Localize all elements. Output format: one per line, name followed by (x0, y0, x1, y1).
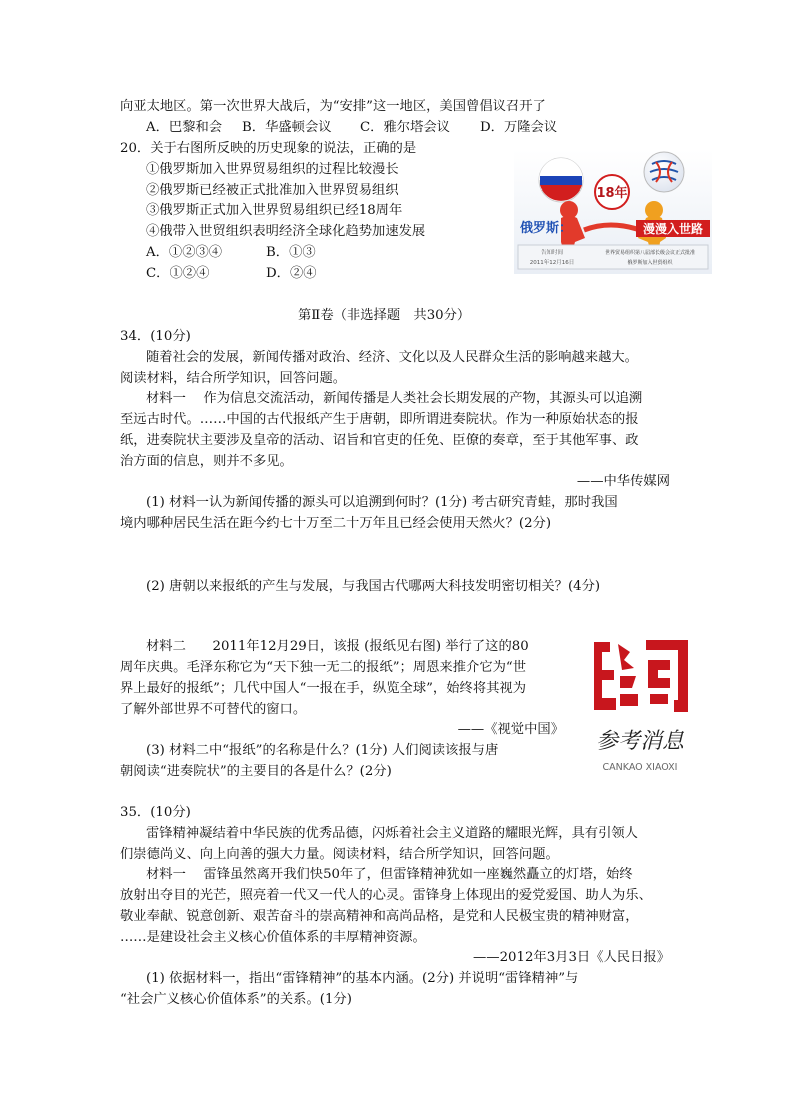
q34-sub1-line1: (1) 材料一认为新闻传播的源头可以追溯到何时？(1分) 考古研究青蛙，那时我国 (146, 495, 618, 510)
q35-material1-source: ——2012年3月3日《人民日报》 (472, 950, 670, 965)
q34-sub3-line1: (3) 材料二中“报纸”的名称是什么？(1分) 人们阅读该报与唐 (146, 743, 499, 758)
q20-item-2: ②俄罗斯已经被正式批准加入世界贸易组织 (146, 183, 399, 198)
title-left: 俄罗斯： (520, 221, 573, 236)
q34-sub2: (2) 唐朝以来报纸的产生与发展，与我国古代哪两大科技发明密切相关？(4分) (146, 579, 601, 594)
q34-material2-line3: 界上最好的报纸”；几代中国人“一报在手，纵览全球”，始终将其视为 (120, 681, 527, 696)
q35-intro-1: 雷锋精神凝结着中华民族的优秀品德，闪烁着社会主义道路的耀眼光辉，具有引领人 (146, 826, 638, 841)
q34-intro-2: 阅读材料，结合所学知识，回答问题。 (120, 371, 347, 386)
q20-options-row2 (146, 264, 317, 284)
q35-material1-line2: 放射出夺目的光芒，照亮着一代又一代人的心灵。雷锋身上体现出的爱党爱国、助人为乐、 (120, 888, 652, 903)
q19-options (146, 118, 557, 138)
q19-stem-tail: 向亚太地区。第一次世界大战后，为“安排”这一地区，美国曾倡议召开了 (120, 99, 546, 114)
q35-material1-line4: ……是建设社会主义核心价值体系的丰厚精神资源。 (120, 930, 426, 945)
q19-option-b: B．华盛顿会议 (242, 120, 332, 135)
q34-material2-line4: 了解外部世界不可替代的窗口。 (120, 702, 307, 717)
q35-sub1-line1: (1) 依据材料一，指出“雷锋精神”的基本内涵。(2分) 并说明“雷锋精神”与 (146, 971, 579, 986)
q19-option-a: A．巴黎和会 (146, 120, 223, 135)
q34-material1-line2: 至远古时代。……中国的古代报纸产生于唐朝，即所谓进奏院状。作为一种原始状态的报 (120, 412, 639, 427)
q34-head: 34．(10分) (120, 329, 191, 344)
q34-material2-line1: 材料二 2011年12月29日，该报 (报纸见右图) 举行了这的80 (146, 639, 529, 654)
q20-item-3: ③俄罗斯正式加入世界贸易组织已经18周年 (146, 203, 403, 218)
section-2-title: 第Ⅱ卷（非选择题 共30分） (298, 308, 471, 323)
q20-option-c: C．①②④ (146, 266, 210, 281)
caption-text-2: 俄罗斯加入世贸组织 (627, 260, 673, 266)
q35-head: 35．(10分) (120, 805, 191, 820)
cankao-xiaoxi-graphic (580, 630, 704, 778)
caption-text-1: 世界贸易组织第八届部长级会议正式批准 (604, 250, 696, 256)
q20-item-1: ①俄罗斯加入世界贸易组织的过程比较漫长 (146, 162, 399, 177)
q34-material1-source: ——中华传媒网 (576, 474, 670, 489)
russia-wto-illustration (514, 150, 712, 274)
q19-option-c: C．雅尔塔会议 (360, 120, 450, 135)
q35-material1-line1: 材料一 雷锋虽然离开我们快50年了，但雷锋精神犹如一座巍然矗立的灯塔，始终 (146, 867, 633, 882)
q34-material2-source: ——《视觉中国》 (457, 722, 564, 737)
q35-intro-2: 们崇德尚义、向上向善的强大力量。阅读材料，结合所学知识，回答问题。 (120, 847, 559, 862)
logo-chinese-text: 参考消息 (595, 729, 685, 754)
q20-option-a: A．①②③④ (146, 245, 223, 260)
title-right: 漫漫入世路 (642, 222, 704, 236)
cankao-xiaoxi-logo (580, 630, 704, 778)
q34-material1-line3: 纸，进奏院状主要涉及皇帝的活动、诏旨和官吏的任免、臣僚的奏章，至于其他军事、政 (120, 433, 639, 448)
q20-options-row1 (146, 243, 316, 263)
q34-material1-line1: 材料一 作为信息交流活动，新闻传播是人类社会长期发展的产物，其源头可以追溯 (146, 391, 643, 406)
caption-date: 2011年12月16日 (529, 260, 575, 266)
q34-material2-line2: 周年庆典。毛泽东称它为“天下独一无二的报纸”；周恩来推介它为“世 (120, 660, 527, 675)
q19-option-d: D．万隆会议 (480, 120, 558, 135)
caption-date-label: 告知时间 (540, 250, 564, 256)
q20-item-4: ④俄带入世贸组织表明经济全球化趋势加速发展 (146, 224, 426, 239)
q34-intro-1: 随着社会的发展，新闻传播对政治、经济、文化以及人民群众生活的影响越来越大。 (146, 350, 638, 365)
q34-material1-line4: 治方面的信息，则并不多见。 (120, 454, 293, 469)
q20-option-b: B．①③ (266, 245, 316, 260)
q20-option-d: D．②④ (266, 266, 317, 281)
q34-sub3-line2: 朝阅读“进奏院状”的主要目的各是什么？(2分) (120, 764, 392, 779)
q35-sub1-line2: “社会广义核心价值体系”的关系。(1分) (120, 992, 352, 1007)
q35-material1-line3: 敬业奉献、锐意创新、艰苦奋斗的崇高精神和高尚品格，是党和人民极宝贵的精神财富， (120, 909, 639, 924)
logo-pinyin-text: CANKAO XIAOXI (602, 762, 678, 773)
q34-sub1-line2: 境内哪种居民生活在距今约七十万至二十万年且已经会使用天然火？(2分) (120, 516, 552, 531)
badge-text: 18年 (596, 186, 628, 201)
russia-wto-graphic (514, 150, 712, 274)
q20-stem: 20．关于右图所反映的历史现象的说法，正确的是 (120, 141, 417, 156)
